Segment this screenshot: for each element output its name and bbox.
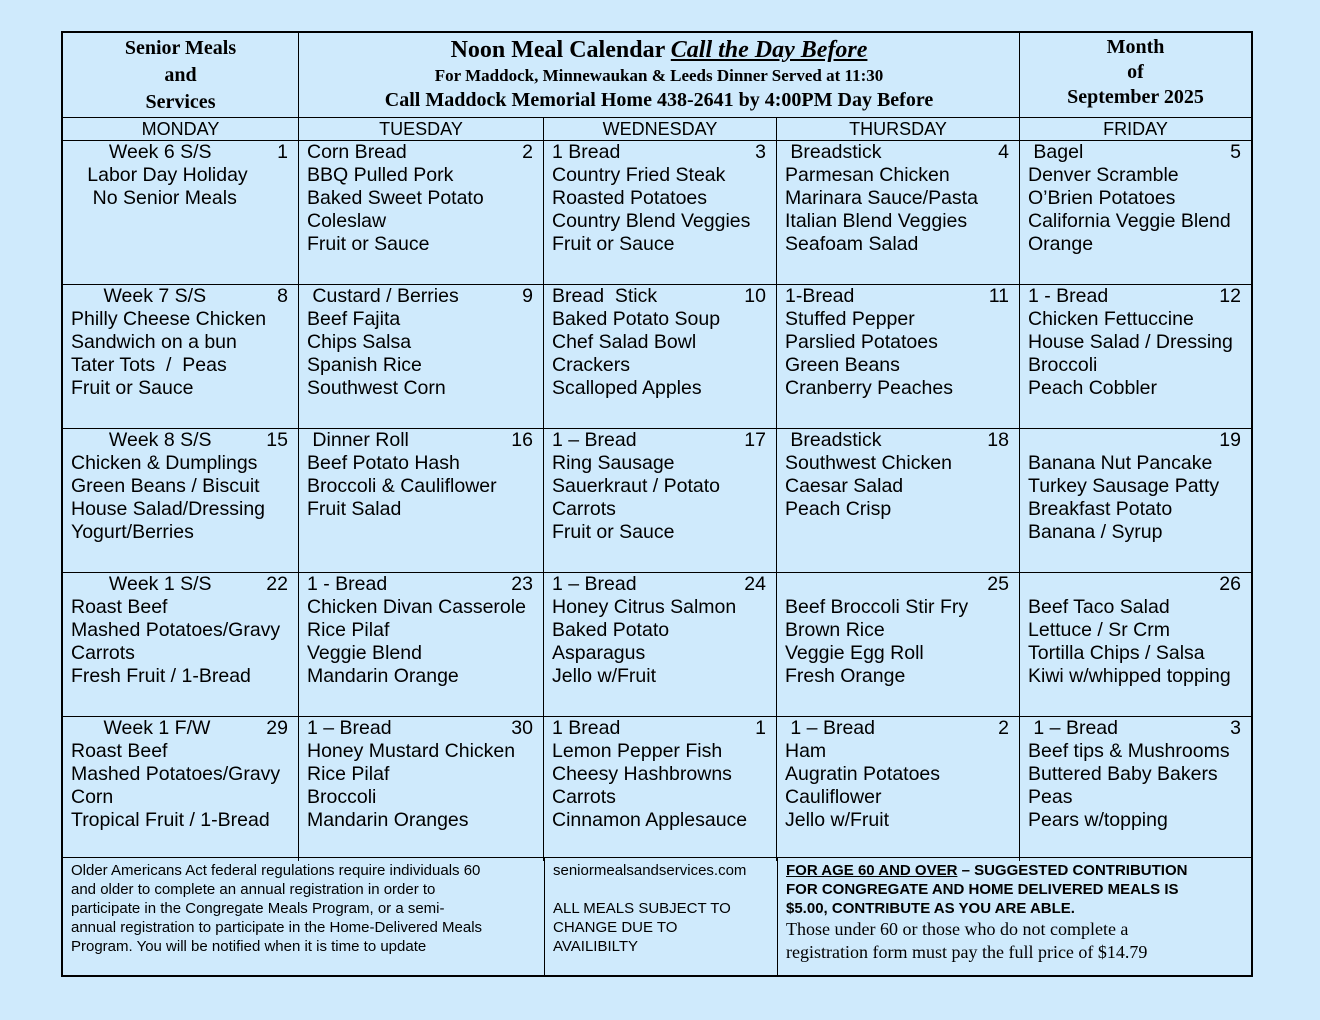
title-italic: Call the Day Before xyxy=(670,37,868,63)
menu-item: 1 – Bread xyxy=(552,573,637,595)
menu-item: Chicken Fettuccine xyxy=(1028,308,1194,330)
menu-item: Custard / Berries xyxy=(307,285,459,307)
note-line: participate in the Congregate Meals Program, or a semi- xyxy=(71,900,445,917)
meal-calendar xyxy=(61,31,1253,977)
menu-item: Coleslaw xyxy=(307,210,387,232)
menu-item: Country Blend Veggies xyxy=(552,210,751,232)
day-cell xyxy=(299,717,544,861)
day-cell xyxy=(777,141,1020,285)
menu-item: Broccoli xyxy=(307,786,377,808)
menu-item: Cheesy Hashbrowns xyxy=(552,763,732,785)
day-cell xyxy=(1020,717,1251,861)
menu-item: Week 8 S/S xyxy=(71,429,212,451)
day-number: 3 xyxy=(1230,717,1241,739)
menu-item: Fruit or Sauce xyxy=(552,233,675,255)
month-line: Month xyxy=(1106,36,1165,58)
day-number: 16 xyxy=(511,429,533,451)
day-header-wednesday: WEDNESDAY xyxy=(544,118,777,140)
menu-item: 1 – Bread xyxy=(785,717,875,739)
menu-item: Marinara Sauce/Pasta xyxy=(785,187,978,209)
day-cell xyxy=(63,141,299,285)
menu-item: Chicken Divan Casserole xyxy=(307,596,526,618)
day-cell xyxy=(544,429,777,573)
contribution-line: FOR CONGREGATE AND HOME DELIVERED MEALS IS xyxy=(786,881,1179,898)
month-line: of xyxy=(1127,61,1144,83)
day-cell xyxy=(299,141,544,285)
menu-item: Honey Mustard Chicken xyxy=(307,740,516,762)
menu-item: Banana / Syrup xyxy=(1028,521,1163,543)
menu-item: Italian Blend Veggies xyxy=(785,210,968,232)
subject-line: ALL MEALS SUBJECT TO xyxy=(553,900,731,917)
menu-item: Green Beans xyxy=(785,354,900,376)
menu-item: BBQ Pulled Pork xyxy=(307,164,454,186)
menu-item: Turkey Sausage Patty xyxy=(1028,475,1220,497)
menu-item: Peas xyxy=(1028,786,1073,808)
menu-item: Veggie Blend xyxy=(307,642,422,664)
menu-item xyxy=(1028,573,1243,596)
menu-item: Week 6 S/S xyxy=(71,141,212,163)
menu-item: Country Fried Steak xyxy=(552,164,726,186)
menu-item: House Salad/Dressing xyxy=(71,498,266,520)
menu-item: Tropical Fruit / 1-Bread xyxy=(71,809,270,831)
day-number: 22 xyxy=(266,573,288,595)
menu-item: Fresh Fruit / 1-Bread xyxy=(71,665,251,687)
menu-item: Carrots xyxy=(71,642,135,664)
menu-item: Bread Stick xyxy=(552,285,658,307)
day-cell xyxy=(299,429,544,573)
menu-item: Jello w/Fruit xyxy=(785,809,890,831)
menu-item xyxy=(1028,429,1243,452)
day-cell xyxy=(1020,285,1251,429)
menu-item: Stuffed Pepper xyxy=(785,308,915,330)
menu-item: Roast Beef xyxy=(71,596,168,618)
day-cell xyxy=(544,573,777,717)
menu-item: 1-Bread xyxy=(785,285,855,307)
org-line: and xyxy=(164,64,197,86)
subtitle: For Maddock, Minnewaukan & Leeds Dinner Served at 11:30 xyxy=(434,66,884,85)
day-number: 17 xyxy=(744,429,766,451)
day-cell xyxy=(63,285,299,429)
day-number: 30 xyxy=(511,717,533,739)
menu-item: Lemon Pepper Fish xyxy=(552,740,723,762)
menu-item: Beef Potato Hash xyxy=(307,452,460,474)
menu-item: Buttered Baby Bakers xyxy=(1028,763,1218,785)
menu-item: Chips Salsa xyxy=(307,331,412,353)
contribution-underline: FOR AGE 60 AND OVER xyxy=(786,862,958,879)
menu-item: 1 - Bread xyxy=(307,573,388,595)
day-cell xyxy=(777,717,1020,861)
menu-item: Baked Potato Soup xyxy=(552,308,721,330)
menu-item: Southwest Corn xyxy=(307,377,446,399)
day-number: 24 xyxy=(744,573,766,595)
menu-item: Fruit or Sauce xyxy=(71,377,194,399)
contribution-line xyxy=(786,861,1243,880)
day-cell xyxy=(1020,573,1251,717)
menu-item: Beef tips & Mushrooms xyxy=(1028,740,1230,762)
day-cell xyxy=(63,429,299,573)
day-header-monday: MONDAY xyxy=(63,118,299,140)
menu-item: Augratin Potatoes xyxy=(785,763,941,785)
day-cell xyxy=(544,717,777,861)
menu-item: Beef Broccoli Stir Fry xyxy=(785,596,969,618)
org-name xyxy=(63,33,299,117)
day-number: 23 xyxy=(511,573,533,595)
menu-item: Broccoli xyxy=(1028,354,1098,376)
day-number: 3 xyxy=(755,141,766,163)
menu-item: House Salad / Dressing xyxy=(1028,331,1233,353)
menu-item: Veggie Egg Roll xyxy=(785,642,924,664)
day-number: 25 xyxy=(987,573,1009,595)
contribution-line: $5.00, CONTRIBUTE AS YOU ARE ABLE. xyxy=(786,900,1075,917)
menu-item: Parslied Potatoes xyxy=(785,331,938,353)
note-line: Older Americans Act federal regulations require individuals 60 xyxy=(71,862,481,879)
org-line: Senior Meals xyxy=(124,37,237,59)
subject-line: CHANGE DUE TO xyxy=(553,919,678,936)
title-text: Noon Meal Calendar xyxy=(450,37,665,63)
menu-item: Sandwich on a bun xyxy=(71,331,237,353)
menu-item: Scalloped Apples xyxy=(552,377,702,399)
day-cell xyxy=(1020,141,1251,285)
month-label xyxy=(1020,33,1251,117)
menu-item: 1 - Bread xyxy=(1028,285,1109,307)
day-number: 5 xyxy=(1230,141,1241,163)
menu-item: Baked Potato xyxy=(552,619,670,641)
menu-item: Beef Fajita xyxy=(307,308,401,330)
menu-item: Chicken & Dumplings xyxy=(71,452,258,474)
menu-item: 1 – Bread xyxy=(1028,717,1118,739)
menu-item: O’Brien Potatoes xyxy=(1028,187,1176,209)
menu-item: Lettuce / Sr Crm xyxy=(1028,619,1170,641)
menu-item: Breadstick xyxy=(785,429,882,451)
menu-item: Mandarin Oranges xyxy=(307,809,469,831)
day-number: 18 xyxy=(987,429,1009,451)
regulations-note xyxy=(63,857,545,975)
contribution-rest: – SUGGESTED CONTRIBUTION xyxy=(957,862,1188,879)
day-number: 10 xyxy=(744,285,766,307)
subject-line: AVAILIBILTY xyxy=(553,938,639,955)
page-title xyxy=(299,35,1019,65)
menu-item: Green Beans / Biscuit xyxy=(71,475,260,497)
menu-item: Ring Sausage xyxy=(552,452,675,474)
menu-item: Asparagus xyxy=(552,642,646,664)
menu-item: Fresh Orange xyxy=(785,665,906,687)
menu-item: Pears w/topping xyxy=(1028,809,1168,831)
note-line: Program. You will be notified when it is time to update xyxy=(71,938,427,955)
day-number: 2 xyxy=(522,141,533,163)
calendar-title-block xyxy=(299,33,1020,117)
month-line: September 2025 xyxy=(1067,86,1204,108)
menu-item: 1 – Bread xyxy=(307,717,392,739)
menu-item: Peach Crisp xyxy=(785,498,892,520)
menu-item: Bagel xyxy=(1028,141,1084,163)
menu-item: Orange xyxy=(1028,233,1094,255)
menu-item: Roast Beef xyxy=(71,740,168,762)
note-line: annual registration to participate in the Home-Delivered Meals xyxy=(71,919,483,936)
menu-item: Rice Pilaf xyxy=(307,619,390,641)
menu-item: Breakfast Potato xyxy=(1028,498,1173,520)
menu-item: Cauliflower xyxy=(785,786,882,808)
price-line: registration form must pay the full price of $14.79 xyxy=(786,942,1148,962)
menu-item: Parmesan Chicken xyxy=(785,164,950,186)
day-cell xyxy=(544,141,777,285)
day-header-friday: FRIDAY xyxy=(1103,119,1168,139)
day-number: 29 xyxy=(266,717,288,739)
note-line: and older to complete an annual registration in order to xyxy=(71,881,436,898)
menu-item: Mashed Potatoes/Gravy xyxy=(71,763,281,785)
menu-item: Yogurt/Berries xyxy=(71,521,194,543)
day-number: 12 xyxy=(1219,285,1241,307)
menu-item: Spanish Rice xyxy=(307,354,422,376)
menu-item: 1 Bread xyxy=(552,141,621,163)
day-header-thursday: THURSDAY xyxy=(777,118,1020,140)
menu-item: Honey Citrus Salmon xyxy=(552,596,737,618)
day-number: 11 xyxy=(988,285,1009,307)
menu-item: Fruit Salad xyxy=(307,498,402,520)
day-header-tuesday: TUESDAY xyxy=(299,118,544,140)
menu-item: Tater Tots / Peas xyxy=(71,354,227,376)
menu-item: Fruit or Sauce xyxy=(307,233,430,255)
org-line: Services xyxy=(145,91,216,113)
menu-item: Banana Nut Pancake xyxy=(1028,452,1213,474)
menu-item: Philly Cheese Chicken xyxy=(71,308,267,330)
day-number: 4 xyxy=(998,141,1009,163)
menu-item: No Senior Meals xyxy=(71,187,237,209)
website-link[interactable]: seniormealsandservices.com xyxy=(553,862,747,879)
menu-item: Beef Taco Salad xyxy=(1028,596,1170,618)
menu-item: Mashed Potatoes/Gravy xyxy=(71,619,281,641)
menu-item: Cinnamon Applesauce xyxy=(552,809,748,831)
price-line: Those under 60 or those who do not complete a xyxy=(786,919,1129,939)
day-number: 26 xyxy=(1219,573,1241,595)
day-number: 19 xyxy=(1219,429,1241,451)
day-cell xyxy=(777,285,1020,429)
website-note xyxy=(545,857,778,975)
menu-item: California Veggie Blend xyxy=(1028,210,1231,232)
day-number: 1 xyxy=(277,141,288,163)
menu-item: Week 1 F/W xyxy=(71,717,211,739)
contribution-note xyxy=(778,857,1251,975)
day-number: 8 xyxy=(277,285,288,307)
day-cell xyxy=(777,573,1020,717)
day-cell xyxy=(63,717,299,861)
menu-item: Cranberry Peaches xyxy=(785,377,953,399)
day-cell xyxy=(299,285,544,429)
menu-item: Sauerkraut / Potato xyxy=(552,475,721,497)
menu-item: Roasted Potatoes xyxy=(552,187,708,209)
menu-item: Corn xyxy=(71,786,114,808)
menu-item: Breadstick xyxy=(785,141,882,163)
day-cell xyxy=(63,573,299,717)
menu-item: 1 Bread xyxy=(552,717,621,739)
menu-item: Mandarin Orange xyxy=(307,665,459,687)
menu-item: Baked Sweet Potato xyxy=(307,187,484,209)
menu-item xyxy=(785,573,1011,596)
menu-item: Seafoam Salad xyxy=(785,233,919,255)
menu-item: Fruit or Sauce xyxy=(552,521,675,543)
menu-item: Chef Salad Bowl xyxy=(552,331,697,353)
menu-item: Caesar Salad xyxy=(785,475,904,497)
day-cell xyxy=(299,573,544,717)
day-number: 1 xyxy=(755,717,766,739)
call-line: Call Maddock Memorial Home 438-2641 by 4:00PM Day Before xyxy=(384,89,934,111)
menu-item: 1 – Bread xyxy=(552,429,637,451)
menu-item: Week 7 S/S xyxy=(71,285,207,307)
menu-item: Carrots xyxy=(552,498,616,520)
day-cell xyxy=(544,285,777,429)
menu-item: Brown Rice xyxy=(785,619,885,641)
menu-item: Southwest Chicken xyxy=(785,452,952,474)
menu-item: Broccoli & Cauliflower xyxy=(307,475,497,497)
menu-item: Labor Day Holiday xyxy=(71,164,248,186)
menu-item: Kiwi w/whipped topping xyxy=(1028,665,1231,687)
day-cell xyxy=(777,429,1020,573)
menu-item: Crackers xyxy=(552,354,631,376)
day-header-row xyxy=(63,118,1251,140)
day-number: 15 xyxy=(266,429,288,451)
menu-item: Dinner Roll xyxy=(307,429,409,451)
menu-item: Peach Cobbler xyxy=(1028,377,1157,399)
day-number: 2 xyxy=(998,717,1009,739)
day-number: 9 xyxy=(522,285,533,307)
menu-item: Corn Bread xyxy=(307,141,407,163)
day-cell xyxy=(1020,429,1251,573)
menu-item: Ham xyxy=(785,740,827,762)
menu-item: Carrots xyxy=(552,786,616,808)
menu-item: Week 1 S/S xyxy=(71,573,212,595)
menu-item: Denver Scramble xyxy=(1028,164,1179,186)
menu-item: Jello w/Fruit xyxy=(552,665,657,687)
menu-item: Tortilla Chips / Salsa xyxy=(1028,642,1205,664)
menu-item: Rice Pilaf xyxy=(307,763,390,785)
